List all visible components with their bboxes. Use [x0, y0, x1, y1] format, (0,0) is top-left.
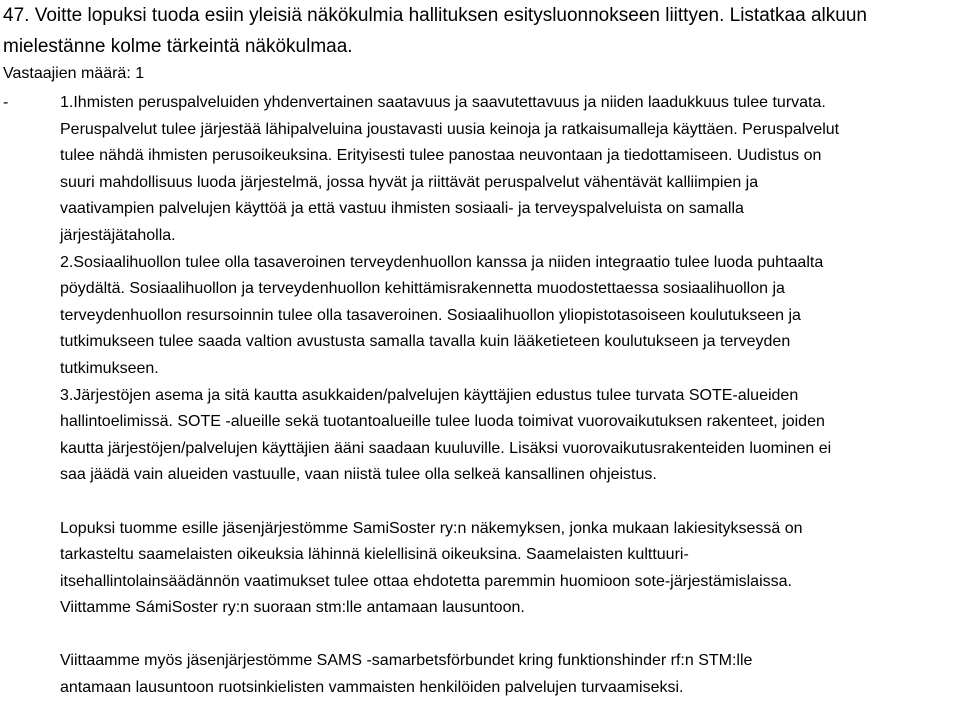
list-bullet-dash: - — [3, 94, 9, 111]
answer-point-1: 1.Ihmisten peruspalveluiden yhdenvertainen saatavuus ja saavutettavuus ja niiden laadukkuus tulee turvata. Peruspalvelut tulee järjestää lähipalveluina joustavasti uusia keinoja ja ratkaisumalleja käyttäen. Peruspalvelut tulee nähdä ihmisten perusoikeuksina. Erityisesti tulee panostaa neuvontaan ja tiedottamiseen. Uudistus on suuri mahdollisuus luoda järjestelmä, jossa hyvät ja riittävät peruspalvelut vähentävät kalliimpien ja vaativampien palvelujen käyttöä ja että vastuu ihmisten sosiaali- ja terveyspalveluista on samalla järjestäjätaholla. — [60, 94, 840, 244]
respondent-count: Vastaajien määrä: 1 — [3, 65, 145, 82]
answer-paragraph-samisoster: Lopuksi tuomme esille jäsenjärjestömme SamiSoster ry:n näkemyksen, jonka mukaan lakiesityksessä on tarkasteltu saamelaisten oikeuksia lähinnä kielellisinä oikeuksina. Saamelaisten kulttuuri- itsehallintolainsäädännön vaatimukset tulee ottaa ehdotetta paremmin huomioon sote-järjestämislaissa. Viittamme SámiSoster ry:n suoraan stm:lle antamaan lausuntoon. — [60, 519, 803, 617]
answer-paragraph-sams: Viittaamme myös jäsenjärjestömme SAMS -samarbetsförbundet kring funktionshinder rf:n STM:lle antamaan lausuntoon ruotsinkielisten vammaisten henkilöiden palvelujen turvaamiseksi. — [60, 652, 753, 697]
answer-text — [60, 90, 960, 702]
question-title: 47. Voitte lopuksi tuoda esiin yleisiä näkökulmia hallituksen esitysluonnokseen liittyen. Listatkaa alkuun mielestänne kolme tärkeintä näkökulmaa. — [3, 5, 867, 57]
answer-point-2: 2.Sosiaalihuollon tulee olla tasaveroinen terveydenhuollon kanssa ja niiden integraatio tulee luoda puhtaalta pöydältä. Sosiaalihuollon ja terveydenhuollon kehittämisrakennetta muodostettaessa sosiaalihuollon ja terveydenhuollon resursoinnin tulee olla tasaveroinen. Sosiaalihuollon yliopistotasoiseen koulutukseen ja tutkimukseen tulee saada valtion avustusta samalla tavalla kuin lääketieteen koulutukseen ja terveyden tutkimukseen. — [60, 253, 824, 377]
answer-point-3: 3.Järjestöjen asema ja sitä kautta asukkaiden/palvelujen käyttäjien edustus tulee turvata SOTE-alueiden hallintoelimissä. SOTE -alueille sekä tuotantoalueille tulee luoda toimivat vuorovaikutuksen rakenteet, joiden kautta järjestöjen/palvelujen käyttäjien ääni saadaan kuuluville. Lisäksi vuorovaikutusrakenteiden luominen ei saa jäädä vain alueiden vastuulle, vaan niistä tulee olla selkeä kansallinen ohjeistus. — [60, 386, 832, 484]
